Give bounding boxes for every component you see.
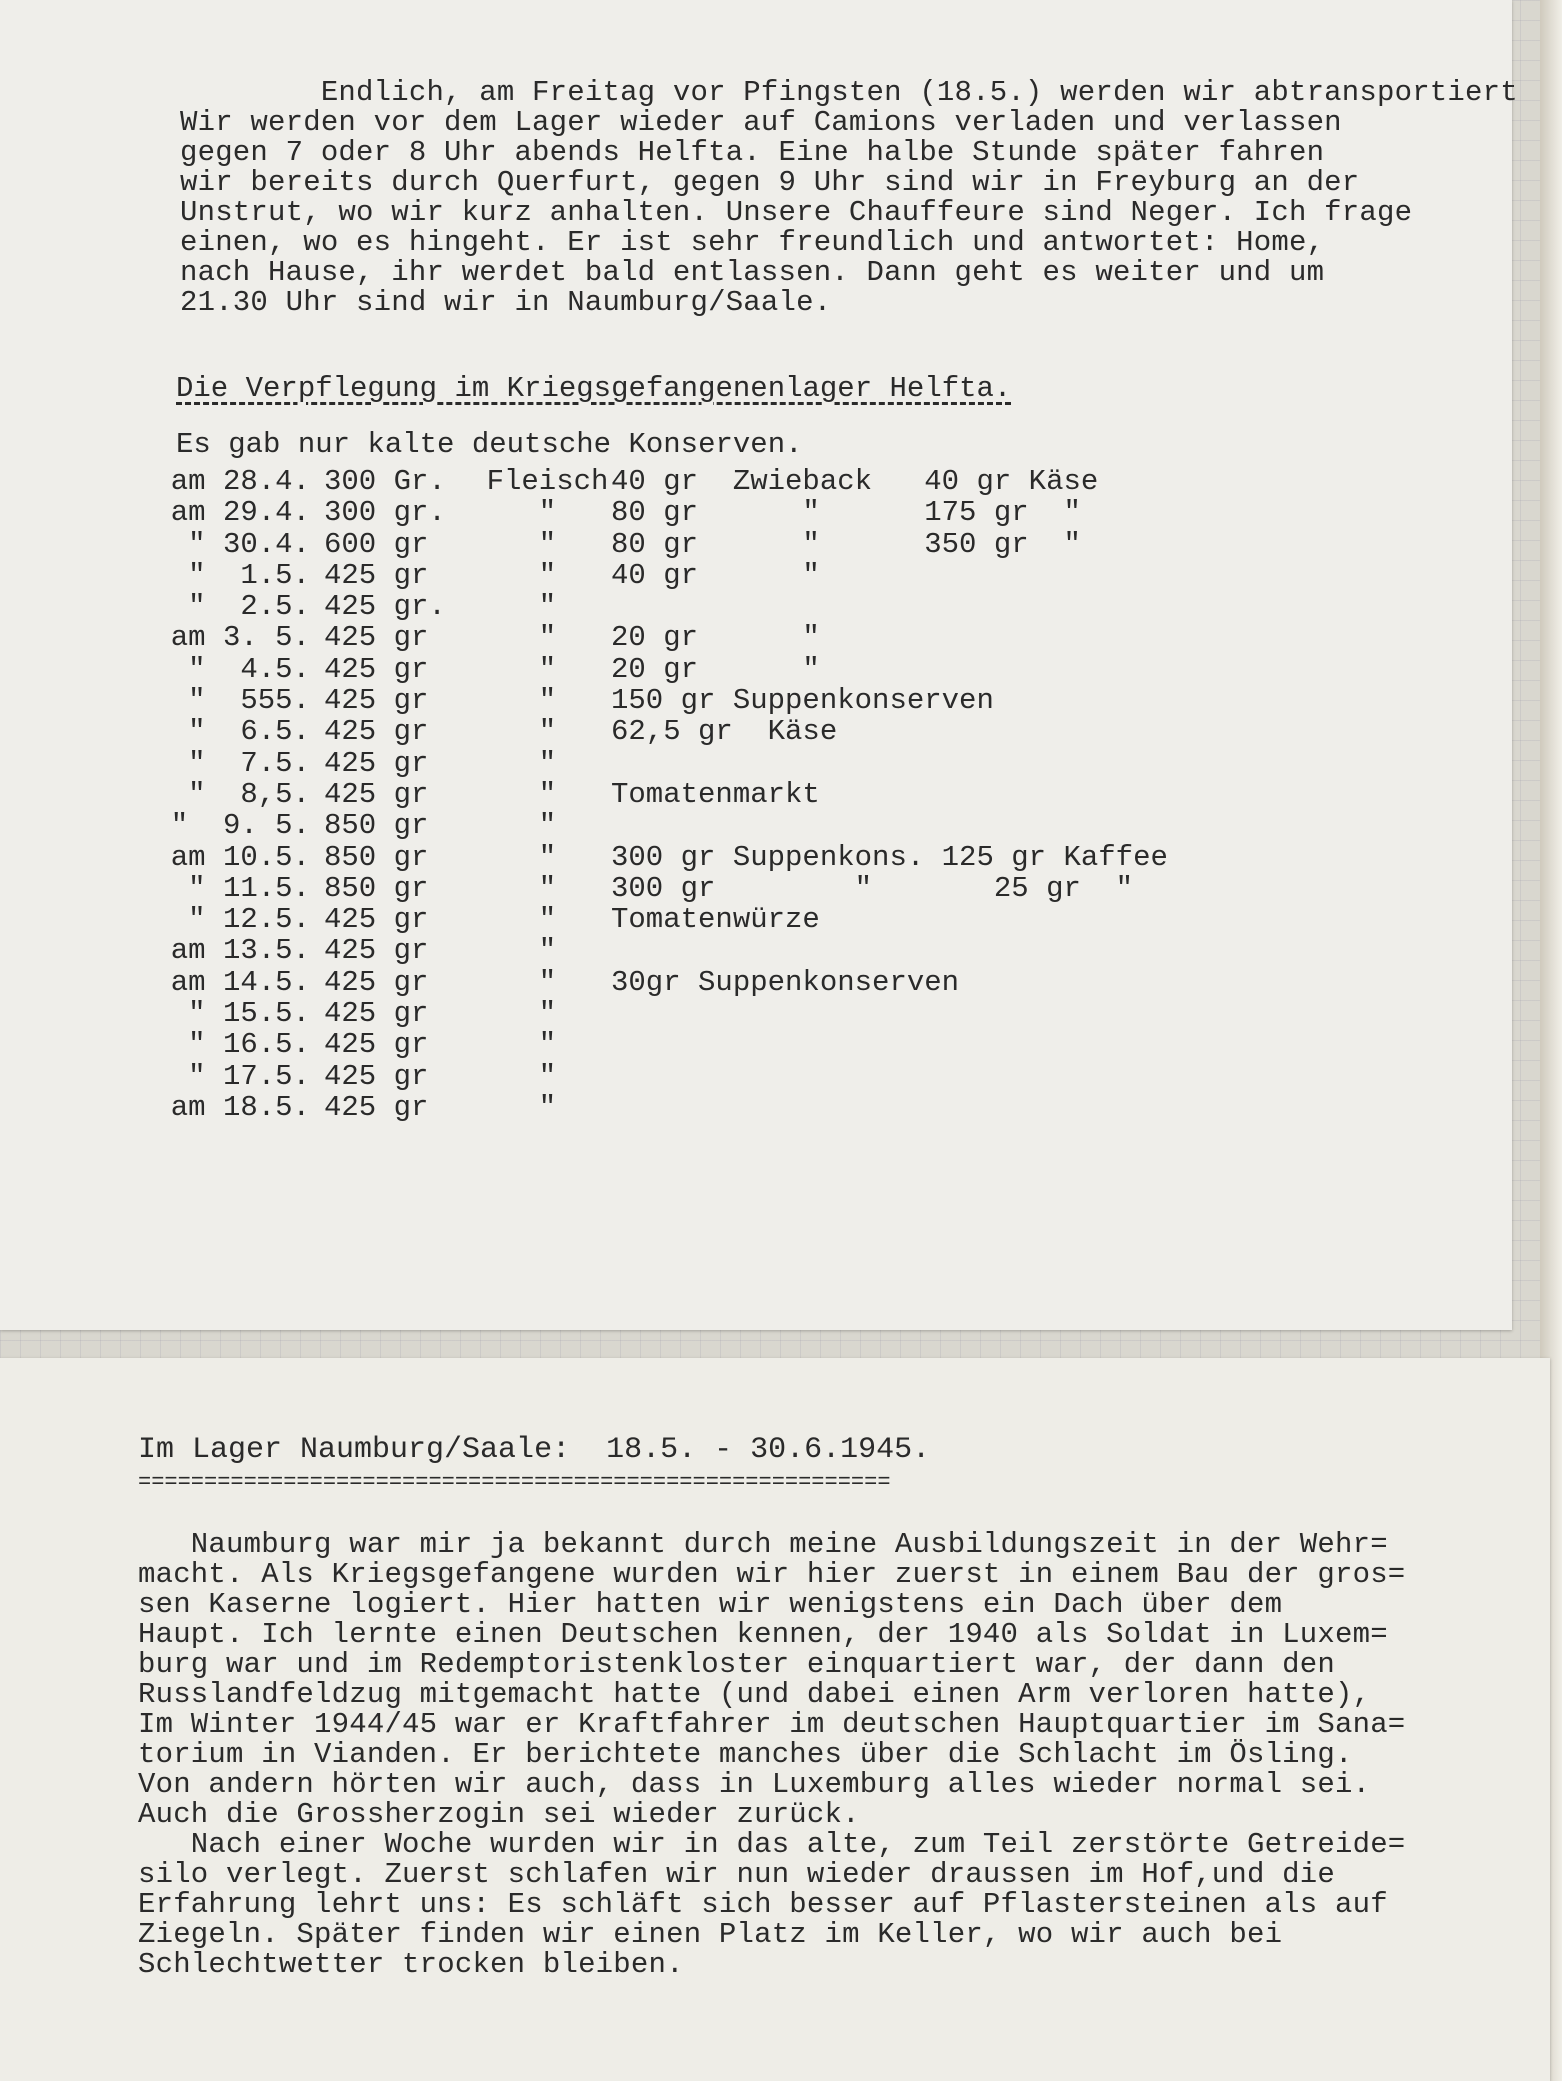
ration-meat-label: " <box>538 558 557 592</box>
paragraph-line: nach Hause, ihr werdet bald entlassen. Dann geht es weiter und um <box>180 256 1325 289</box>
ration-row <box>160 622 1311 653</box>
rations-heading: Die Verpflegung im Kriegsgefangenenlager Helfta. <box>176 372 1012 405</box>
rations-table <box>160 466 1311 1123</box>
ration-meat: 850 gr <box>324 809 429 843</box>
ration-meat: 425 gr <box>324 621 429 655</box>
ration-meat: 425 gr <box>324 777 429 811</box>
ration-meat-label: " <box>538 684 557 718</box>
paragraph-line: wir bereits durch Querfurt, gegen 9 Uhr sind wir in Freyburg an der <box>180 166 1360 199</box>
ration-extras <box>611 1029 1311 1060</box>
ration-meat: 425 gr <box>324 1090 429 1124</box>
ration-meat: 425 gr <box>324 903 429 937</box>
ration-row <box>160 904 1311 935</box>
ration-date: " 9. 5. <box>170 809 310 843</box>
ration-meat-label: " <box>538 965 557 999</box>
ration-row <box>160 591 1311 622</box>
ration-date: " 12.5. <box>188 903 310 937</box>
ration-meat: 850 gr <box>324 840 429 874</box>
ration-extras <box>611 591 1311 622</box>
ration-date: " 15.5. <box>188 997 310 1031</box>
ration-date: " 7.5. <box>188 746 310 780</box>
ration-extras <box>611 998 1311 1029</box>
ration-meat-label: " <box>538 871 557 905</box>
paragraph-line: Auch die Grossherzogin sei wieder zurück. <box>138 1798 860 1831</box>
ration-date: " 2.5. <box>188 590 310 624</box>
ration-meat-label: " <box>538 1090 557 1124</box>
ration-meat-label: " <box>538 590 557 624</box>
ration-meat: 425 gr <box>324 715 429 749</box>
ration-meat-label: " <box>538 527 557 561</box>
ration-date: " 1.5. <box>188 558 310 592</box>
ration-row <box>160 842 1311 873</box>
paragraph-line: Naumburg war mir ja bekannt durch meine Ausbildungszeit in der Wehr= <box>138 1528 1388 1561</box>
ration-meat: 425 gr <box>324 965 429 999</box>
ration-meat: 425 gr <box>324 746 429 780</box>
paragraph-line: Unstrut, wo wir kurz anhalten. Unsere Chauffeure sind Neger. Ich frage <box>180 196 1413 229</box>
paragraph-line: Schlechtwetter trocken bleiben. <box>138 1948 684 1981</box>
paragraph-line: einen, wo es hingeht. Er ist sehr freundlich und antwortet: Home, <box>180 226 1325 259</box>
ration-meat: 600 gr <box>324 527 429 561</box>
ration-row <box>160 748 1311 779</box>
ration-date: am 14.5. <box>170 965 310 999</box>
bottom-typed-sheet <box>0 1358 1550 2081</box>
paragraph-line: Ziegeln. Später finden wir einen Platz im Keller, wo wir auch bei <box>138 1918 1283 1951</box>
paragraph-line: Von andern hörten wir auch, dass in Luxemburg alles wieder normal sei. <box>138 1768 1371 1801</box>
ration-extras <box>611 1061 1311 1092</box>
naumburg-double-underline: ========================================================= <box>138 1470 891 1495</box>
ration-date: " 555. <box>188 684 310 718</box>
paragraph-line: Endlich, am Freitag vor Pfingsten (18.5.) werden wir abtransportiert <box>180 76 1518 109</box>
paragraph-line: 21.30 Uhr sind wir in Naumburg/Saale. <box>180 286 832 319</box>
ration-row <box>160 779 1311 810</box>
paragraph-line: macht. Als Kriegsgefangene wurden wir hier zuerst in einem Bau der gros= <box>138 1558 1406 1591</box>
paragraph-line: sen Kaserne logiert. Hier hatten wir wenigstens ein Dach über dem <box>138 1588 1283 1621</box>
ration-meat-label: " <box>538 715 557 749</box>
paragraph-line: Erfahrung lehrt uns: Es schläft sich besser auf Pflastersteinen als auf <box>138 1888 1388 1921</box>
ration-extras <box>611 1092 1311 1123</box>
paragraph-line: torium in Vianden. Er berichtete manches über die Schlacht im Ösling. <box>138 1738 1353 1771</box>
ration-meat-label: " <box>538 809 557 843</box>
ration-date: " 6.5. <box>188 715 310 749</box>
ration-date: am 18.5. <box>170 1090 310 1124</box>
paragraph-line: burg war und im Redemptoristenkloster einquartiert war, der dann den <box>138 1648 1335 1681</box>
ration-meat: 425 gr. <box>324 590 446 624</box>
ration-meat-label: " <box>538 840 557 874</box>
ration-extras: 30gr Suppenkonserven <box>611 965 960 999</box>
ration-meat: 425 gr <box>324 934 429 968</box>
ration-row <box>160 998 1311 1029</box>
ration-meat: 850 gr <box>324 871 429 905</box>
ration-extras: 80 gr " 175 gr " <box>611 496 1081 530</box>
ration-extras: 20 gr " <box>611 621 820 655</box>
paragraph-line: Nach einer Woche wurden wir in das alte, zum Teil zerstörte Getreide= <box>138 1828 1406 1861</box>
ration-meat-label: " <box>538 777 557 811</box>
ration-meat: 425 gr <box>324 684 429 718</box>
ration-row <box>160 967 1311 998</box>
ration-row <box>160 529 1311 560</box>
paragraph-line: silo verlegt. Zuerst schlafen wir nun wieder draussen im Hof,und die <box>138 1858 1335 1891</box>
ration-meat-label: Fleisch <box>486 465 609 498</box>
ration-date: am 28.4. <box>170 465 310 498</box>
ration-extras: Tomatenwürze <box>611 903 820 937</box>
ration-extras: 40 gr " <box>611 558 820 592</box>
ration-row <box>160 810 1311 841</box>
ration-extras: 80 gr " 350 gr " <box>611 527 1081 561</box>
ration-extras <box>611 810 1311 841</box>
ration-meat-label: " <box>538 1059 557 1093</box>
ration-row <box>160 1092 1311 1123</box>
ration-meat: 425 gr <box>324 1059 429 1093</box>
ration-date: " 4.5. <box>188 652 310 686</box>
ration-meat-label: " <box>538 652 557 686</box>
ration-row <box>160 1029 1311 1060</box>
ration-row <box>160 685 1311 716</box>
ration-extras: 300 gr " 25 gr " <box>611 871 1134 905</box>
ration-row <box>160 873 1311 904</box>
ration-date: " 11.5. <box>188 871 310 905</box>
ration-extras: Tomatenmarkt <box>611 777 820 811</box>
ration-date: " 8,5. <box>188 777 310 811</box>
ration-row <box>160 560 1311 591</box>
ration-row <box>160 716 1311 747</box>
ration-meat-label: " <box>538 997 557 1031</box>
paragraph-line: Russlandfeldzug mitgemacht hatte (und dabei einen Arm verloren hatte), <box>138 1678 1371 1711</box>
ration-date: am 29.4. <box>170 496 310 530</box>
paragraph-line: gegen 7 oder 8 Uhr abends Helfta. Eine halbe Stunde später fahren <box>180 136 1325 169</box>
ration-meat-label: " <box>538 903 557 937</box>
ration-extras: 62,5 gr Käse <box>611 715 838 749</box>
ration-meat-label: " <box>538 934 557 968</box>
ration-extras: 40 gr Zwieback 40 gr Käse <box>611 465 1099 498</box>
ration-meat: 425 gr <box>324 1028 429 1062</box>
ration-extras: 20 gr " <box>611 652 820 686</box>
ration-extras: 150 gr Suppenkonserven <box>611 684 994 718</box>
ration-meat: 300 Gr. <box>324 465 446 498</box>
rations-intro: Es gab nur kalte deutsche Konserven. <box>176 428 803 461</box>
ration-extras: 300 gr Suppenkons. 125 gr Kaffee <box>611 840 1168 874</box>
ration-meat-label: " <box>538 496 557 530</box>
ration-meat: 425 gr <box>324 997 429 1031</box>
paragraph-line: Im Winter 1944/45 war er Kraftfahrer im deutschen Hauptquartier im Sana= <box>138 1708 1406 1741</box>
ration-meat-label: " <box>538 1028 557 1062</box>
ration-meat: 425 gr <box>324 558 429 592</box>
ration-meat-label: " <box>538 621 557 655</box>
ration-date: " 30.4. <box>188 527 310 561</box>
ration-extras <box>611 748 1311 779</box>
ration-row <box>160 1061 1311 1092</box>
paragraph-line: Haupt. Ich lernte einen Deutschen kennen, der 1940 als Soldat in Luxem= <box>138 1618 1388 1651</box>
ration-date: am 13.5. <box>170 934 310 968</box>
ration-date: " 17.5. <box>188 1059 310 1093</box>
ration-date: am 3. 5. <box>170 621 310 655</box>
ration-row <box>160 935 1311 966</box>
ration-extras <box>611 935 1311 966</box>
paragraph-line: Wir werden vor dem Lager wieder auf Camions verladen und verlassen <box>180 106 1342 139</box>
ration-date: " 16.5. <box>188 1028 310 1062</box>
ration-meat: 300 gr. <box>324 496 446 530</box>
ration-date: am 10.5. <box>170 840 310 874</box>
ration-row <box>160 654 1311 685</box>
ration-row <box>160 466 1311 497</box>
ration-meat: 425 gr <box>324 652 429 686</box>
naumburg-heading: Im Lager Naumburg/Saale: 18.5. - 30.6.1945. <box>138 1433 931 1467</box>
ration-meat-label: " <box>538 746 557 780</box>
ration-row <box>160 497 1311 528</box>
